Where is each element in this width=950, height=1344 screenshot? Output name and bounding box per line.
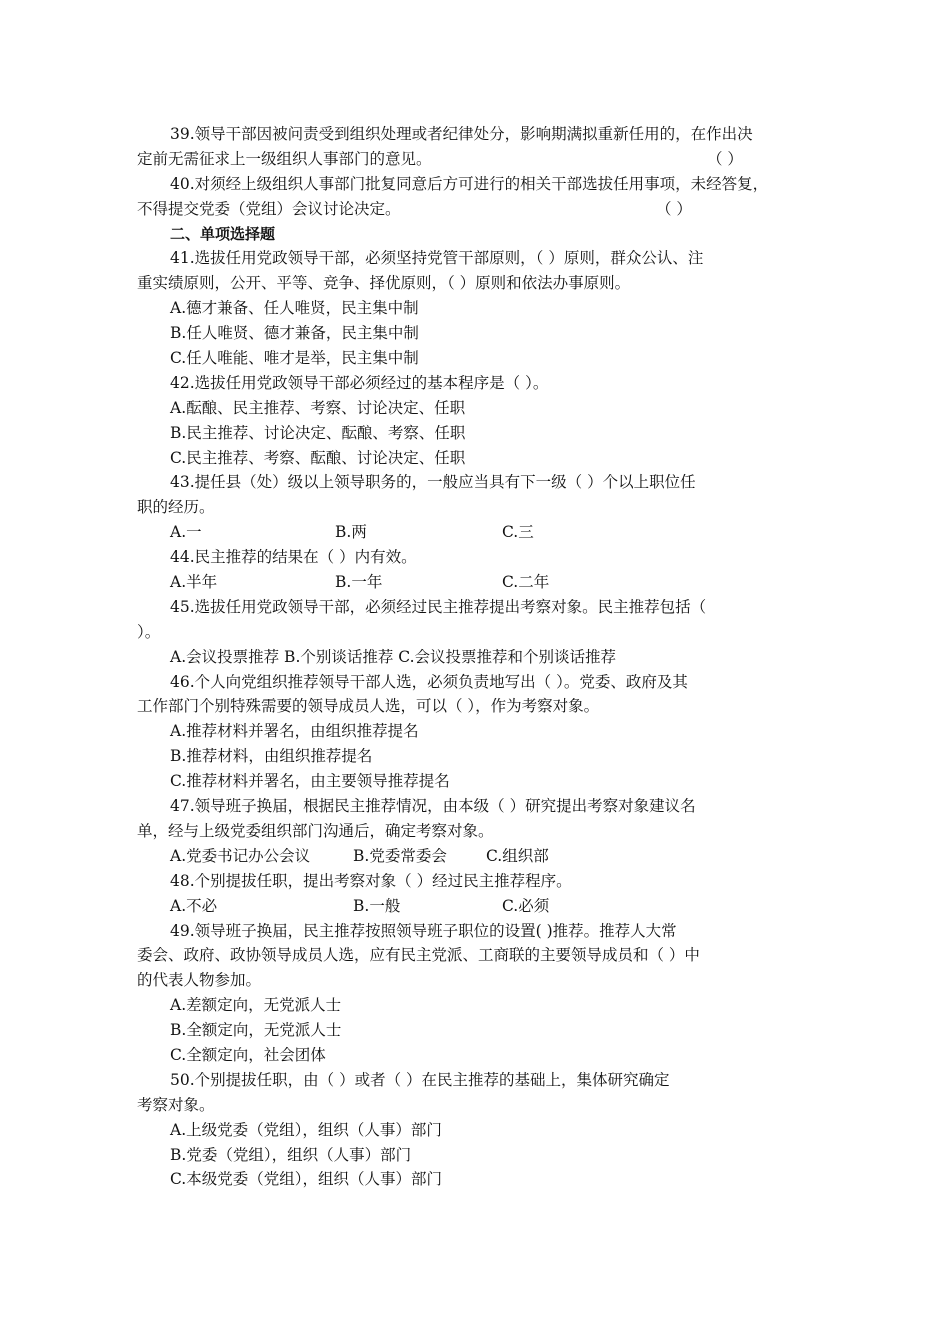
option-42-c: C.民主推荐、考察、酝酿、讨论决定、任职 [170, 448, 466, 467]
option-49-b: B.全额定向，无党派人士 [170, 1021, 342, 1040]
option-47-b: B.党委常委会 [353, 846, 447, 865]
question-48-line-1: 48.个别提拔任职，提出考察对象（ ）经过民主推荐程序。 [170, 871, 572, 890]
option-50-b: B.党委（党组），组织（人事）部门 [170, 1145, 412, 1164]
document-page [137, 122, 809, 1192]
question-44-line-1: 44.民主推荐的结果在（ ）内有效。 [170, 548, 417, 567]
option-41-a: A.德才兼备、任人唯贤，民主集中制 [170, 299, 419, 318]
option-48-a: A.不必 [170, 896, 218, 915]
option-43-b: B.两 [335, 523, 367, 542]
question-41-line-2: 重实绩原则，公开、平等、竞争、择优原则，（ ）原则和依法办事原则。 [137, 274, 631, 293]
option-50-c: C.本级党委（党组），组织（人事）部门 [170, 1170, 442, 1189]
question-39-line-1: 39.领导干部因被问责受到组织处理或者纪律处分，影响期满拟重新任用的，在作出决 [170, 125, 753, 143]
question-45-line-2: ）。 [137, 622, 161, 641]
question-39-line-2 [137, 147, 809, 172]
option-48-c: C.必须 [502, 896, 550, 915]
option-41-b: B.任人唯贤、德才兼备，民主集中制 [170, 324, 419, 343]
options-47 [137, 844, 809, 869]
option-41-c: C.任人唯能、唯才是举，民主集中制 [170, 349, 419, 368]
question-47-line-2: 单，经与上级党委组织部门沟通后，确定考察对象。 [137, 821, 494, 840]
options-48 [137, 894, 809, 919]
question-42-line-1: 42.选拔任用党政领导干部必须经过的基本程序是（ ）。 [170, 373, 549, 392]
option-47-a: A.党委书记办公会议 [170, 846, 311, 865]
question-49-line-3: 的代表人物参加。 [137, 971, 262, 990]
option-42-a: A.酝酿、民主推荐、考察、讨论决定、任职 [170, 398, 466, 417]
question-46-line-1: 46.个人向党组织推荐领导干部人选，必须负责地写出（ ）。党委、政府及其 [170, 672, 688, 691]
question-40-line-2 [137, 197, 809, 222]
question-46-line-2: 工作部门个别特殊需要的领导成员人选，可以（ ），作为考察对象。 [137, 697, 600, 716]
option-49-c: C.全额定向，社会团体 [170, 1045, 326, 1064]
options-43 [137, 520, 809, 545]
question-39-text: 定前无需征求上一级组织人事部门的意见。 [137, 149, 432, 168]
option-42-b: B.民主推荐、讨论决定、酝酿、考察、任职 [170, 423, 466, 442]
option-43-c: C.三 [502, 523, 534, 542]
answer-blank-39: （ ） [707, 149, 743, 168]
option-44-a: A.半年 [170, 573, 218, 592]
options-44 [137, 570, 809, 595]
question-50-line-2: 考察对象。 [137, 1095, 215, 1114]
answer-blank-40: （ ） [656, 199, 692, 218]
option-46-b: B.推荐材料，由组织推荐提名 [170, 747, 373, 766]
option-47-c: C.组织部 [486, 846, 549, 865]
option-48-b: B.一般 [353, 896, 401, 915]
question-40-text: 不得提交党委（党组）会议讨论决定。 [137, 199, 401, 218]
option-43-a: A.一 [170, 523, 202, 542]
question-43-line-1: 43.提任县（处）级以上领导职务的，一般应当具有下一级（ ）个以上职位任 [170, 473, 696, 492]
option-46-a: A.推荐材料并署名，由组织推荐提名 [170, 722, 419, 741]
question-49-line-2: 委会、政府、政协领导成员人选，应有民主党派、工商联的主要领导成员和（ ）中 [137, 946, 700, 965]
options-45: A.会议投票推荐 B.个别谈话推荐 C.会议投票推荐和个别谈话推荐 [170, 647, 617, 666]
option-49-a: A.差额定向，无党派人士 [170, 996, 342, 1015]
question-41-line-1: 41.选拔任用党政领导干部，必须坚持党管干部原则，（ ）原则，群众公认、注 [170, 249, 704, 268]
question-40-line-1: 40.对须经上级组织人事部门批复同意后方可进行的相关干部选拔任用事项，未经答复， [170, 174, 769, 193]
question-47-line-1: 47.领导班子换届，根据民主推荐情况，由本级（ ）研究提出考察对象建议名 [170, 797, 696, 816]
question-45-line-1: 45.选拔任用党政领导干部，必须经过民主推荐提出考察对象。民主推荐包括（ [170, 597, 707, 616]
question-50-line-1: 50.个别提拔任职，由（ ）或者（ ）在民主推荐的基础上，集体研究确定 [170, 1070, 670, 1089]
question-43-line-2: 职的经历。 [137, 498, 215, 517]
option-44-c: C.二年 [502, 573, 550, 592]
section-heading: 二、单项选择题 [170, 224, 276, 243]
question-49-line-1: 49.领导班子换届，民主推荐按照领导班子职位的设置( )推荐。推荐人大常 [170, 921, 677, 940]
option-44-b: B.一年 [335, 573, 383, 592]
option-50-a: A.上级党委（党组），组织（人事）部门 [170, 1120, 442, 1139]
option-46-c: C.推荐材料并署名，由主要领导推荐提名 [170, 772, 450, 791]
